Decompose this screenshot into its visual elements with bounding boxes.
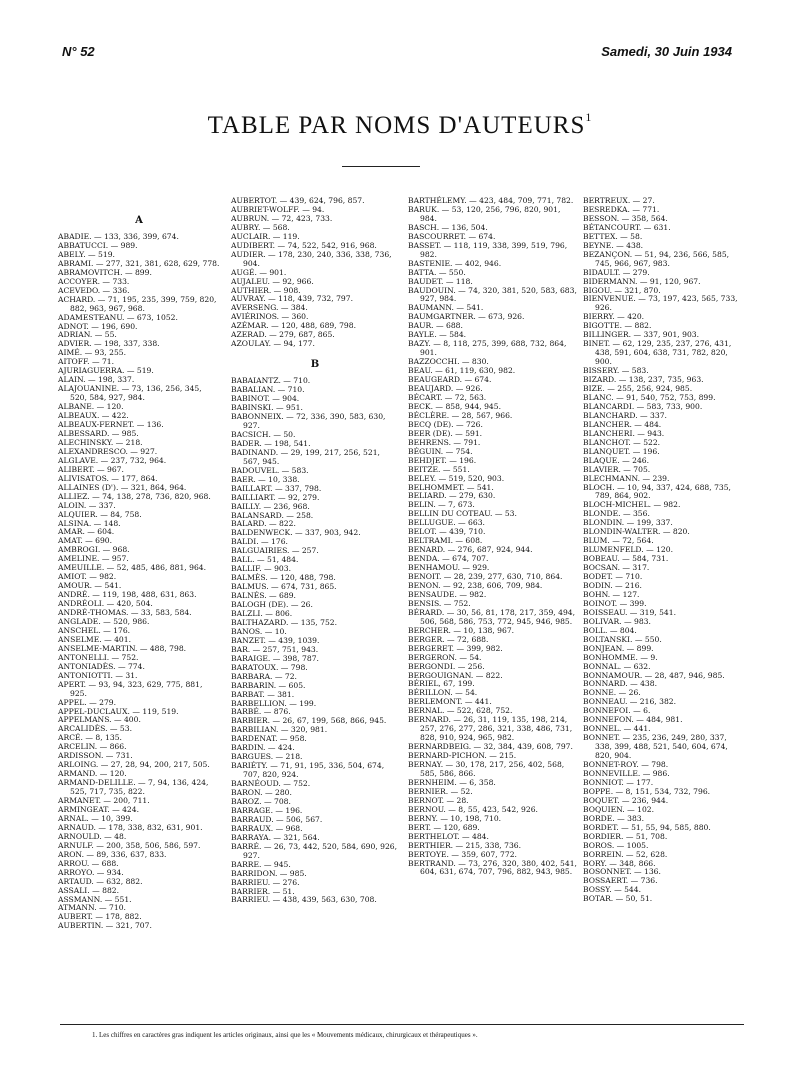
author-entry: BOROS. — 1005. (583, 840, 649, 850)
author-entry: ARROU. — 688. (58, 858, 119, 868)
author-entry: APPEL-DUCLAUX. — 119, 519. (58, 706, 179, 716)
author-entry: BACSICH. — 50. (231, 429, 296, 439)
author-entry: AUBERTOT. — 439, 624, 796, 857. (231, 196, 365, 205)
author-entry: ALLAINES (D'). — 321, 864, 964. (58, 482, 187, 492)
author-entry: AUBRY. — 568. (231, 222, 290, 232)
author-entry: BONNEL. — 441. (583, 724, 651, 734)
author-entry: BERGERON. — 54. (408, 652, 482, 662)
author-entry: BONHOMME. — 9. (583, 652, 658, 662)
author-entry: BOPPE. — 8, 151, 534, 732, 796. (583, 786, 711, 796)
author-entry: APERT. — 93, 94, 323, 629, 775, 881, 925. (58, 679, 203, 698)
author-entry: BASSET. — 118, 119, 338, 399, 519, 796, 982. (408, 240, 568, 259)
author-entry: BARDIN. — 424. (231, 743, 295, 753)
section-letter: B (310, 359, 320, 371)
author-entry: AUBERT. — 178, 882. (58, 912, 142, 922)
author-entry: BLAQUE. — 246. (583, 455, 650, 465)
author-entry: BARRAYA. — 321, 564. (231, 832, 320, 842)
author-entry: AUBERTIN. — 321, 707. (58, 921, 152, 931)
author-entry: BOSONNET. — 136. (583, 867, 661, 877)
author-entry: AMIOT. — 982. (58, 572, 117, 582)
author-entry: BARBAT. — 381. (231, 689, 295, 699)
author-entry: ABRAMOVITCH. — 899. (58, 267, 152, 277)
author-entry: BALANSARD. — 258. (231, 510, 314, 520)
index-column-4 (583, 197, 745, 904)
author-entry: BOQUIEN. — 102. (583, 804, 655, 814)
author-entry: ARMANET. — 200, 711. (58, 796, 150, 806)
author-entry: BELOT. — 439, 710. (408, 527, 486, 537)
author-entry: AUGÉ. — 901. (231, 267, 287, 277)
author-entry: BERNARD-PICHON. — 215. (408, 751, 517, 761)
author-entry: BONNEFOI. — 6. (583, 706, 651, 716)
author-entry: BARRAGE. — 196. (231, 805, 303, 815)
author-entry: ALEXANDRESCO. — 927. (58, 446, 158, 456)
author-entry: BARON. — 280. (231, 788, 292, 798)
author-entry: BEAUJARD. — 926. (408, 384, 483, 394)
author-entry: BETTEX. — 58. (583, 231, 643, 241)
author-entry: BLANCHER. — 484. (583, 419, 662, 429)
author-entry: BEYNE. — 438. (583, 240, 644, 250)
author-entry: BÉRILLON. — 54. (408, 688, 478, 698)
author-entry: BEZANÇON. — 51, 94, 236, 566, 585, 745, 966, 967, 983. (583, 249, 730, 268)
author-entry: BARRE. — 945. (231, 859, 291, 869)
author-entry: BENHAMOU. — 929. (408, 563, 490, 573)
author-entry: BELHOMMET. — 541. (408, 482, 494, 492)
author-entry: BOLL. — 804. (583, 625, 637, 635)
author-entry: AZÉMAR. — 120, 488, 689, 798. (231, 321, 356, 331)
author-entry: BARRIER. — 51. (231, 886, 295, 896)
author-entry: BLANCARDI. — 583, 733, 900. (583, 401, 703, 411)
author-entry: BOLIVAR. — 983. (583, 616, 651, 626)
author-entry: BOISSEAU. — 319, 541. (583, 607, 677, 617)
author-entry: AUBRIET-WOLFF. — 94. (231, 204, 325, 214)
author-entry: BERTHELOT. — 484. (408, 831, 489, 841)
author-entry: BARNÉOUD. — 752. (231, 779, 311, 789)
author-entry: BESSON. — 358, 564. (583, 213, 668, 223)
author-entry: BOTAR. — 50, 51. (583, 894, 653, 904)
author-entry: ANGLADE. — 520, 986. (58, 616, 150, 626)
author-entry: BÉTANCOURT. — 631. (583, 222, 671, 232)
author-entry: ADRIAN. — 55. (58, 330, 117, 340)
author-entry: ALOIN. — 337. (58, 500, 116, 510)
author-entry: BENDA. — 674, 707. (408, 554, 489, 564)
author-entry: BORDIER. — 51, 708. (583, 831, 668, 841)
author-entry: ANTONELLI. — 752. (58, 652, 139, 662)
author-entry: BORDET. — 51, 55, 94, 585, 880. (583, 822, 711, 832)
author-entry: BADER. — 198, 541. (231, 438, 311, 448)
author-entry: BLONDE. — 356. (583, 509, 650, 519)
author-entry: ALIVISATOS. — 177, 864. (58, 473, 158, 483)
author-entry: ACEVEDO. — 336. (58, 285, 130, 295)
author-entry: ARON. — 89, 336, 637, 833. (58, 849, 167, 859)
author-entry: ARNULF. — 200, 358, 506, 586, 597. (58, 840, 201, 850)
author-entry: BLANCHERI. — 943. (583, 428, 665, 438)
author-entry: BOCSAN. — 317. (583, 563, 650, 573)
author-entry: ANDRÉOLI. — 420, 504. (58, 599, 153, 609)
author-entry: BALL. — 51, 484. (231, 555, 299, 565)
author-entry: BARBELLION. — 199. (231, 698, 317, 708)
author-entry: ARNAL. — 10, 399. (58, 813, 133, 823)
author-entry: AJURIAGUERRA. — 519. (58, 366, 154, 376)
author-entry: BAUDET. — 118. (408, 276, 473, 286)
author-entry: BECK. — 858, 944, 945. (408, 401, 501, 411)
author-entry: BIGOU. — 321, 870. (583, 285, 661, 295)
author-entry: BENSIS. — 752. (408, 598, 471, 608)
author-entry: BERNAY. — 30, 178, 217, 256, 402, 568, 585, 586, 866. (408, 760, 565, 778)
author-entry: BELEY. — 519, 520, 903. (408, 473, 505, 483)
author-entry: ATMANN. — 710. (58, 903, 126, 913)
author-entry: BONNE. — 26. (583, 688, 641, 698)
author-entry: BÉCART. — 72, 563. (408, 392, 487, 402)
author-entry: BOHN. — 127. (583, 589, 640, 599)
author-entry: BONNARD. — 438. (583, 679, 657, 689)
author-entry: BENON. — 92, 238, 606, 709, 984. (408, 580, 543, 590)
author-entry: AVIÉRINOS. — 360. (231, 312, 309, 322)
author-entry: BADOUVEL. — 583. (231, 465, 309, 475)
author-entry: BENSAUDE. — 982. (408, 589, 487, 599)
author-entry: BARBIER. — 26, 67, 199, 568, 866, 945. (231, 716, 387, 726)
author-entry: ANDRÉ. — 119, 198, 488, 631, 863. (58, 590, 197, 600)
author-entry: ANSCHEL. — 176. (58, 625, 131, 635)
author-entry: BAUDOUIN. — 74, 320, 381, 520, 583, 683, 927, 984. (408, 285, 577, 304)
author-entry: ARMAND. — 120. (58, 769, 127, 779)
author-entry: ARCELIN. — 866. (58, 742, 127, 752)
author-entry: BASCH. — 136, 504. (408, 222, 488, 232)
author-entry: BAROZ. — 708. (231, 797, 291, 806)
author-entry: BALZLI. — 806. (231, 608, 293, 618)
author-entry: ABADIE. — 133, 336, 399, 674. (58, 232, 179, 241)
author-entry: ALBEAUX-FERNET. — 136. (58, 420, 164, 430)
title-rule (342, 166, 420, 167)
author-entry: ALBEAUX. — 422. (58, 411, 129, 421)
author-entry: AZOULAY. — 94, 177. (231, 339, 315, 349)
author-entry: ANDRÉ-THOMAS. — 33, 583, 584. (58, 608, 192, 618)
author-entry: BARTHÉLEMY. — 423, 484, 709, 771, 782. (408, 196, 574, 205)
author-entry: BONJEAN. — 899. (583, 643, 654, 653)
author-entry: ALAIN. — 198, 337. (58, 375, 135, 385)
author-entry: BIZARD. — 138, 237, 735, 963. (583, 375, 704, 385)
author-entry: BONNEVILLE. — 986. (583, 769, 670, 778)
author-entry: BARATOUX. — 798. (231, 662, 308, 672)
author-entry: BARUK. — 53, 120, 256, 796, 820, 901, 984. (408, 204, 561, 223)
author-entry: BONNAL. — 632. (583, 661, 651, 671)
author-entry: BERT. — 120, 689. (408, 822, 480, 832)
author-entry: BOSSAERT. — 736. (583, 876, 658, 886)
author-entry: ALSINA. — 148. (58, 518, 121, 528)
author-entry: BERGER. — 72, 688. (408, 634, 489, 644)
author-entry: BECQ (DE). — 726. (408, 419, 483, 429)
author-entry: BARRAUD. — 506, 567. (231, 814, 323, 824)
author-entry: BERTOYE. — 359, 607, 772. (408, 849, 517, 859)
author-entry: ANTONIADÈS. — 774. (58, 661, 145, 671)
author-entry: AUJALEU. — 92, 966. (231, 276, 314, 286)
author-entry: ALECHINSKY. — 218. (58, 437, 143, 447)
author-entry: BLUM. — 72, 564. (583, 536, 654, 546)
author-entry: ALGLAVE. — 237, 732, 964. (58, 455, 167, 465)
author-entry: BONNEAU. — 216, 382. (583, 697, 677, 707)
author-entry: BIDERMANN. — 91, 120, 967. (583, 276, 701, 286)
author-entry: ADNOT. — 196, 690. (58, 321, 138, 331)
footnote: 1. Les chiffres en caractères gras indiquent les articles originaux, ainsi que les « Mouvements médicaux, chirurgicaux et thérapeutiques ». (92, 1031, 478, 1039)
author-entry: BARRIEU. — 276. (231, 877, 300, 887)
author-entry: BERNIER. — 52. (408, 786, 473, 796)
author-entry: ARTAUD. — 632, 882. (58, 876, 143, 886)
author-entry: BORDE. — 383. (583, 813, 645, 823)
author-entry: BOSSY. — 544. (583, 885, 641, 895)
author-entry: BERNOT. — 28. (408, 795, 469, 805)
author-entry: ALLIEZ. — 74, 138, 278, 736, 820, 968. (58, 491, 211, 501)
issue-date: Samedi, 30 Juin 1934 (601, 44, 732, 59)
author-entry: BERGERET. — 399, 982. (408, 643, 503, 653)
author-entry: ARDISSON. — 731. (58, 751, 133, 761)
author-entry: AUDIBERT. — 74, 522, 542, 916, 968. (231, 240, 377, 250)
author-entry: BALMÈS. — 120, 488, 798. (231, 573, 336, 583)
author-entry: BONNET-ROY. — 798. (583, 760, 669, 770)
author-entry: BONNEFON. — 484, 981. (583, 715, 683, 725)
author-entry: BODET. — 710. (583, 572, 643, 582)
author-entry: BERNAL. — 522, 628, 752. (408, 706, 513, 716)
author-entry: BARRAUX. — 968. (231, 823, 303, 833)
author-entry: BERTHIER. — 215, 338, 736. (408, 840, 522, 850)
author-entry: AVERSENG. — 384. (231, 303, 308, 313)
author-entry: BLAVIER. — 705. (583, 464, 651, 474)
author-entry: BESREDKA. — 771. (583, 204, 660, 214)
author-entry: BEER (DE). — 591. (408, 428, 483, 438)
page-title-text: TABLE PAR NOMS D'AUTEURS (207, 112, 586, 139)
title-footnote-marker: 1 (585, 110, 593, 124)
author-entry: ADAMESTEANU. — 673, 1052. (58, 312, 178, 322)
author-entry: BELIARD. — 279, 630. (408, 491, 496, 501)
author-entry: AITOFF. — 71. (58, 357, 115, 367)
author-entry: ARMINGEAT. — 424. (58, 805, 139, 814)
author-entry: BARRIEU. — 438, 439, 563, 630, 708. (231, 895, 377, 905)
author-entry: BLUMENFELD. — 120. (583, 545, 673, 555)
author-entry: BALOGH (DE). — 26. (231, 600, 313, 610)
author-entry: BAILLIART. — 92, 279. (231, 492, 320, 502)
author-entry: BAUMGARTNER. — 673, 926. (408, 312, 525, 322)
author-entry: BONNIOT. — 177. (583, 777, 654, 787)
author-entry: BIERRY. — 420. (583, 312, 645, 322)
author-entry: ARCALIDÈS. — 53. (58, 724, 133, 734)
author-entry: BAILLART. — 337, 798. (231, 483, 322, 493)
author-entry: BABINSKI. — 951. (231, 403, 303, 413)
author-entry: BERNHEIM. — 6, 358. (408, 777, 496, 787)
author-entry: BALARD. — 822. (231, 519, 296, 529)
author-entry: BOBEAU. — 584, 731. (583, 554, 669, 564)
author-entry: ANSELME-MARTIN. — 488, 798. (58, 643, 187, 653)
author-entry: BODIN. — 216. (583, 580, 642, 590)
author-entry: BARBÉ. — 876. (231, 707, 291, 717)
author-entry: BARBILIAN. — 320, 981. (231, 725, 328, 735)
author-entry: BELTRAMI. — 608. (408, 536, 483, 546)
author-entry: BADINAND. — 29, 199, 217, 256, 521, 567, 945. (231, 447, 380, 466)
author-entry: BISSERY. — 583. (583, 366, 649, 376)
author-entry: BABALIAN. — 710. (231, 385, 305, 395)
author-entry: BERCHER. — 10, 138, 967. (408, 625, 515, 635)
author-entry: BERGONDI. — 256. (408, 661, 485, 671)
author-entry: BÉGUIN. — 754. (408, 446, 473, 456)
author-entry: BAER. — 10, 338. (231, 474, 300, 484)
author-entry: BLOCH. — 10, 94, 337, 424, 688, 735, 789, 864, 902. (583, 482, 731, 501)
author-entry: AUDIER. — 178, 230, 240, 336, 338, 736, 904. (231, 249, 392, 268)
author-entry: BEAU. — 61, 119, 630, 982. (408, 366, 516, 376)
author-entry: BÉRIEL, 67, 199. (408, 679, 475, 689)
author-entry: BARDENAT. — 958. (231, 734, 307, 744)
page-title (0, 112, 800, 140)
author-entry: ACHARD. — 71, 195, 235, 399, 759, 820, 882, 963, 967, 968. (58, 294, 217, 313)
author-entry: BORREIN. — 52, 628. (583, 849, 668, 859)
author-entry: BAUMANN. — 541. (408, 303, 484, 313)
author-entry: BELLUGUE. — 663. (408, 518, 485, 528)
author-entry: ASSALI. — 882. (58, 885, 120, 895)
author-entry: BARRIDON. — 985. (231, 868, 307, 878)
author-entry: BLANC. — 91, 540, 752, 753, 899. (583, 392, 716, 402)
issue-number: N° 52 (62, 44, 95, 59)
author-entry: BLANQUET. — 196. (583, 446, 660, 456)
author-entry: AMAT. — 690. (58, 536, 113, 546)
section-letter: A (135, 215, 143, 226)
author-entry: ABBATUCCI. — 989. (58, 240, 138, 250)
author-entry: BLANCHARD. — 337. (583, 410, 667, 420)
author-entry: BIENVENUE. — 73, 197, 423, 565, 733, 926. (583, 294, 738, 313)
author-entry: BERNARD. — 26, 31, 119, 135, 198, 214, 257, 276, 277, 286, 321, 338, 486, 731, 828, 910, 924, 965, 982. (408, 715, 573, 743)
author-entry: BABAIANTZ. — 710. (231, 376, 311, 386)
author-entry: ADVIER. — 198, 337, 338. (58, 339, 160, 349)
author-entry: BEAUGEARD. — 674. (408, 375, 492, 385)
index-column-2 (231, 197, 399, 905)
author-entry: BIDAULT. — 279. (583, 267, 650, 277)
author-entry: BASCOURRET. — 674. (408, 231, 496, 241)
author-entry: ABELY. — 519. (58, 249, 115, 259)
author-entry: ABRAMI. — 277, 321, 381, 628, 629, 778. (58, 258, 220, 268)
author-entry: BALDI. — 176. (231, 537, 288, 547)
author-entry: BEHRENS. — 791. (408, 437, 481, 447)
author-entry: BERNOU. — 8, 55, 423, 542, 926. (408, 804, 538, 814)
author-entry: BOQUET. — 236, 944. (583, 795, 669, 805)
author-entry: ARLOING. — 27, 28, 94, 200, 217, 505. (58, 760, 210, 770)
author-entry: BAYLE. — 584. (408, 330, 467, 340)
author-entry: BALGUAIRIES. — 257. (231, 546, 319, 556)
author-entry: BÉCLÈRE. — 28, 567, 966. (408, 410, 513, 420)
author-entry: BOLTANSKI. — 550. (583, 634, 662, 644)
author-entry: AUBRUN. — 72, 423, 733. (231, 213, 333, 223)
author-entry: BERTRAND. — 73, 276, 320, 380, 402, 541, 604, 631, 674, 707, 796, 882, 943, 985. (408, 858, 577, 877)
author-entry: BIZE. — 255, 256, 924, 985. (583, 384, 693, 394)
author-entry: BÉRARD. — 30, 56, 81, 178, 217, 359, 494, 506, 568, 586, 753, 772, 945, 946, 985. (408, 607, 576, 626)
author-entry: BABINOT. — 904. (231, 394, 300, 404)
author-entry: AZERAD. — 279, 687, 865. (231, 330, 335, 340)
author-entry: BALMUS. — 674, 731, 865. (231, 582, 337, 592)
author-entry: BONNET. — 235, 236, 249, 280, 337, 338, 399, 488, 521, 540, 604, 674, 820, 904. (583, 733, 728, 761)
author-entry: ARROYO. — 934. (58, 867, 124, 877)
author-entry: AIMÉ. — 93, 255. (58, 348, 127, 358)
author-entry: BERTREUX. — 27. (583, 196, 655, 205)
author-entry: ALQUIER. — 84, 758. (58, 509, 142, 519)
author-entry: BIGOTTE. — 882. (583, 321, 652, 331)
index-column-3 (408, 197, 578, 877)
author-entry: AMEUILLE. — 52, 485, 486, 881, 964. (58, 563, 207, 573)
author-entry: BEHDJET. — 196. (408, 455, 477, 465)
author-entry: AMELINE. — 957. (58, 554, 129, 564)
author-entry: BLANCHOT. — 522. (583, 437, 661, 447)
author-entry: BALTHAZARD. — 135, 752. (231, 617, 338, 627)
author-entry: BALLIF. — 903. (231, 564, 291, 574)
author-entry: ANTONIOTTI. — 31. (58, 670, 138, 680)
author-entry: BERNARDBEIG. — 32, 384, 439, 608, 797. (408, 742, 573, 752)
author-entry: BATTA. — 550. (408, 267, 466, 277)
author-entry: BENOIT. — 28, 239, 277, 630, 710, 864. (408, 572, 563, 582)
author-entry: BORY. — 348, 866. (583, 858, 656, 868)
author-entry: BARBARIN. — 605. (231, 680, 306, 690)
author-entry: ARMAND-DELILLE. — 7, 94, 136, 424, 525, 717, 735, 822. (58, 778, 209, 797)
author-entry: ARCÉ. — 8, 135. (58, 733, 122, 743)
author-entry: ARNAUD. — 178, 338, 832, 631, 901. (58, 822, 203, 832)
author-entry: BANOS. — 10. (231, 626, 287, 636)
author-entry: BAUR. — 688. (408, 321, 463, 331)
author-entry: BELIN. — 7, 673. (408, 500, 475, 510)
author-entry: BILLINGER. — 337, 901, 903. (583, 330, 700, 340)
author-entry: AUVRAY. — 118, 439, 732, 797. (231, 294, 354, 304)
author-entry: BERGOUIGNAN. — 822. (408, 670, 503, 680)
author-entry: BALDENWECK. — 337, 903, 942. (231, 528, 361, 538)
author-entry: BASTENIE. — 402, 946. (408, 258, 502, 268)
author-entry: AUCLAIR. — 119. (231, 231, 300, 241)
author-entry: BLONDIN. — 199, 337. (583, 518, 673, 528)
author-entry: BENARD. — 276, 687, 924, 944. (408, 545, 533, 555)
author-entry: BELLIN DU COTEAU. — 53. (408, 509, 517, 519)
author-entry: AMBROGI. — 968. (58, 545, 130, 555)
author-entry: BAZZOCCHI. — 830. (408, 357, 489, 367)
author-entry: BOINOT. — 399. (583, 598, 647, 608)
author-entry: APPELMANS. — 400. (58, 715, 141, 725)
author-entry: BAR. — 257, 751, 943. (231, 644, 319, 654)
index-column-1 (58, 212, 220, 931)
author-entry: BARIÉTY. — 71, 91, 195, 336, 504, 674, 707, 820, 924. (231, 761, 385, 780)
author-entry: ALBESSARD. — 985. (58, 428, 139, 438)
author-entry: BABONNEIX. — 72, 336, 390, 583, 630, 927. (231, 412, 386, 430)
author-entry: ARNOULD. — 48. (58, 831, 127, 841)
author-entry: BERNY. — 10, 198, 710. (408, 813, 502, 823)
author-entry: BANZET. — 439, 1039. (231, 635, 320, 645)
author-entry: BARBARA. — 72. (231, 671, 297, 681)
author-entry: BAZY. — 8, 118, 275, 399, 688, 732, 864, 901. (408, 339, 567, 358)
author-entry: ANSELME. — 401. (58, 634, 131, 644)
author-entry: ALAJOUANINE. — 73, 136, 256, 345, 520, 584, 927, 984. (58, 384, 202, 403)
author-entry: BALNÉS. — 689. (231, 591, 296, 601)
author-entry: BLECHMANN. — 239. (583, 473, 670, 483)
footnote-rule (60, 1024, 744, 1025)
author-entry: BARAIGE. — 398, 787. (231, 653, 319, 663)
author-entry: ALBANE. — 120. (58, 402, 124, 412)
author-entry: BONNAMOUR. — 28, 487, 946, 985. (583, 670, 725, 680)
author-entry: BLONDIN-WALTER. — 820. (583, 527, 690, 537)
author-entry: AMOUR. — 541. (58, 581, 122, 591)
author-entry: ASSMANN. — 551. (58, 894, 132, 904)
author-entry: BINET. — 62, 129, 235, 237, 276, 431, 438, 591, 604, 638, 731, 782, 820, 900. (583, 339, 732, 367)
author-entry: BARRÉ. — 26, 73, 442, 520, 584, 690, 926, 927. (231, 841, 398, 860)
author-entry: AUTHIER. — 908. (231, 285, 301, 295)
author-entry: BEITZE. — 551. (408, 464, 470, 474)
author-entry: BERLEMONT. — 441. (408, 697, 492, 707)
author-entry: AMAR. — 604. (58, 527, 115, 537)
author-entry: ALIBERT. — 967. (58, 464, 124, 474)
author-entry: APPEL. — 279. (58, 697, 117, 707)
author-entry: BLOCH-MICHEL. — 982. (583, 500, 681, 510)
author-entry: ACCOYER. — 733. (58, 276, 130, 286)
author-entry: BARGUES. — 218. (231, 752, 303, 762)
author-entry: BAILLY. — 236, 968. (231, 501, 310, 511)
